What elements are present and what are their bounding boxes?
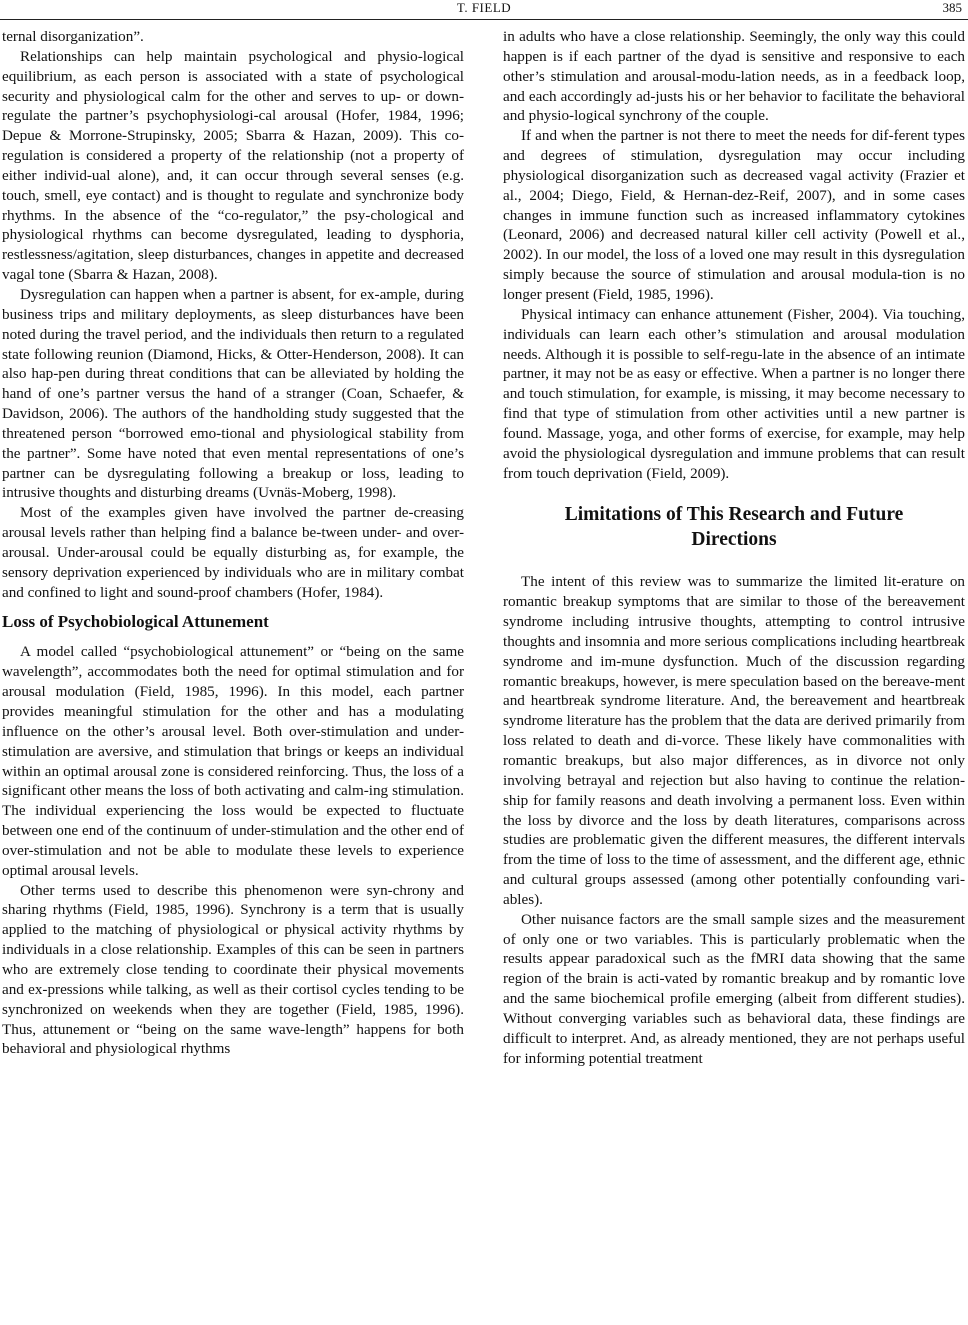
running-head-author: T. FIELD [456, 0, 512, 15]
paragraph: Other nuisance factors are the small sample sizes and the measurement of only one or two variables. This is particularly problematic when the results appear paradoxical such as the fMRI data showing that the same region of the brain is acti-vated by romantic breakup and by romantic love and the same biochemical profile emerging (albeit from different studies). Without converging variables such as behavioral data, these findings are difficult to interpret. And, as already mentioned, they are not perhaps useful for informing potential treatment [503, 910, 965, 1067]
paragraph: Most of the examples given have involved the partner de-creasing arousal levels rather than helping find a balance be-tween under- and over-arousal. Under-arousal could be equally disturbing as, for example, the sensory deprivation experienced by individuals who are in military combat and confined to light and sound-proof chambers (Hofer, 1984). [2, 504, 464, 601]
paragraph: A model called “psychobiological attunement” or “being on the same wavelength”, accommodates both the need for optimal stimulation and for arousal modulation (Field, 1985, 1996). In this model, each partner provides meaningful stimulation for the other and has a modulating influence on the other’s arousal level. Both over-stimulation and under-stimulation are aversive, and stimulation that brings or keeps an individual within an optimal arousal zone is considered reinforcing. Thus, the loss of a significant other means the loss of both activating and calm-ing stimulation. The individual experiencing the loss would be expected to fluctuate between one end of the continuum of under-stimulation and the other end of over-stimulation and not be able to modulate these levels to experience optimal arousal levels. [2, 643, 464, 879]
left-column [2, 27, 464, 1059]
section-heading-line-2: Directions [691, 529, 777, 551]
paragraph: Other terms used to describe this phenomenon were syn-chrony and sharing rhythms (Field, 1985, 1996). Synchrony is a term that is usually applied to the matching of physiological or physical activity rhythms by individuals in a close relationship. Examples of this can be seen in partners who are extremely close tending to coordinate their physical movements and ex-pressions while talking, as well as their cortisol cycles tending to be synchronized on weekends when they are together (Field, 1985, 1996). Thus, attunement or “being on the same wave-length” happens for both behavioral and physiological rhythms [2, 881, 464, 1058]
paragraph: The intent of this review was to summarize the limited lit-erature on romantic breakup symptoms that are similar to those of the bereavement syndrome including intrusive thoughts, attempting to control intrusive thoughts and insomnia and more serious complications including heartbreak syndrome and im-mune dysfunction. Much of the discussion regarding romantic breakups, however, is mere speculation based on the bereave-ment and heartbreak syndrome literature. And, the bereavement and heartbreak syndrome literature has the problem that the data are derived primarily from loss related to death and di-vorce. These likely have commonalities with romantic breakups, but also major differences, as in divorce not only involving betrayal and rejection but also having to continue the relation-ship for family reasons and death involving a permanent loss. Even within the loss by divorce and the loss by death literatures, comparisons across studies are problematic given the different measures, the different intervals from the time of loss to the time of assessment, and the different age, ethnic and cultural groups assessed (among other potentially confounding vari-ables). [503, 573, 965, 908]
section-heading [503, 502, 965, 552]
paragraph: ternal disorganization”. [2, 28, 144, 45]
paragraph: Relationships can help maintain psychological and physio-logical equilibrium, as each person is associated with a state of psychological security and physiological calm for the other and serves to up- or down-regulate the partner’s psychophysiologi-cal arousal (Hofer, 1984, 1996; Depue & Morrone-Strupinsky, 2005; Sbarra & Hazan, 2009). This co-regulation is considered a property of the relationship (not a property of either individ-ual alone), and, it can occur through several senses (e.g. touch, smell, eye contact) and is thought to regulate and synchronize body rhythms. In the absence of the “co-regulator,” the psy-chological and physiological rhythms can become dysregulated, leading to dysphoria, restlessness/agitation, sleep disturbances, changes in appetite and decreased vagal tone (Sbarra & Hazan, 2008). [2, 47, 464, 284]
right-column [503, 27, 965, 1069]
page-number: 385 [942, 0, 962, 15]
paragraph: Physical intimacy can enhance attunement (Fisher, 2004). Via touching, individuals can learn each other’s stimulation and arousal modulation needs. Although it is possible to self-regu-late in the absence of an intimate partner, it may not be as easy or effective. When a partner is no longer there and touch stimulation, for example, is missing, it may become necessary to find that type of stimulation from other activities until a new partner is found. Massage, yoga, and other forms of exercise, for example, may help avoid the physiological dysregulation and immune problems that can result from touch deprivation (Field, 2009). [503, 305, 965, 482]
paragraph: in adults who have a close relationship. Seemingly, the only way this could happen is if each partner of the dyad is sensitive and responsive to each other’s stimulation and arousal-modu-lation needs, as in a feedback loop, and each accordingly ad-justs his or her behavior to facilitate the behavioral and physio-logical synchrony of the couple. [503, 28, 965, 125]
paragraph: Dysregulation can happen when a partner is absent, for ex-ample, during business trips and military deployments, as sleep disturbances have been noted during the travel period, and the individuals then return to a regulated state following reunion (Diamond, Hicks, & Otter-Henderson, 2008). It can also hap-pen during threat conditions that can be alleviated by holding the hand of one’s partner versus the hand of a stranger (Coan, Schaefer, & Davidson, 2006). The authors of the handholding study suggested that the threatened person “borrowed emo-tional and physiological stability from the partner”. Some have noted that even mental representations of one’s partner can be dysregulating following a breakup or loss, leading to intrusive thoughts and disturbing dreams (Uvnäs-Moberg, 1998). [2, 285, 464, 502]
paragraph: If and when the partner is not there to meet the needs for dif-ferent types and degrees of stimulation, dysregulation may occur including physiological disorganization such as decreased vagal activity (Frazier et al., 2004; Diego, Field, & Hernan-dez-Reif, 2007), and in some cases changes in immune function such as increased inflammatory cytokines (Leonard, 2006) and decreased natural killer cell activity (Powell et al., 2002). In our model, the loss of a loved one may result in this dysregulation simply because the source of stimulation and arousal modula-tion is no longer present (Field, 1985, 1996). [503, 127, 965, 303]
subsection-heading: Loss of Psychobiological Attunement [2, 612, 269, 632]
running-header [0, 0, 968, 20]
header-rule [0, 19, 968, 20]
section-heading-line-1: Limitations of This Research and Future [564, 504, 904, 526]
